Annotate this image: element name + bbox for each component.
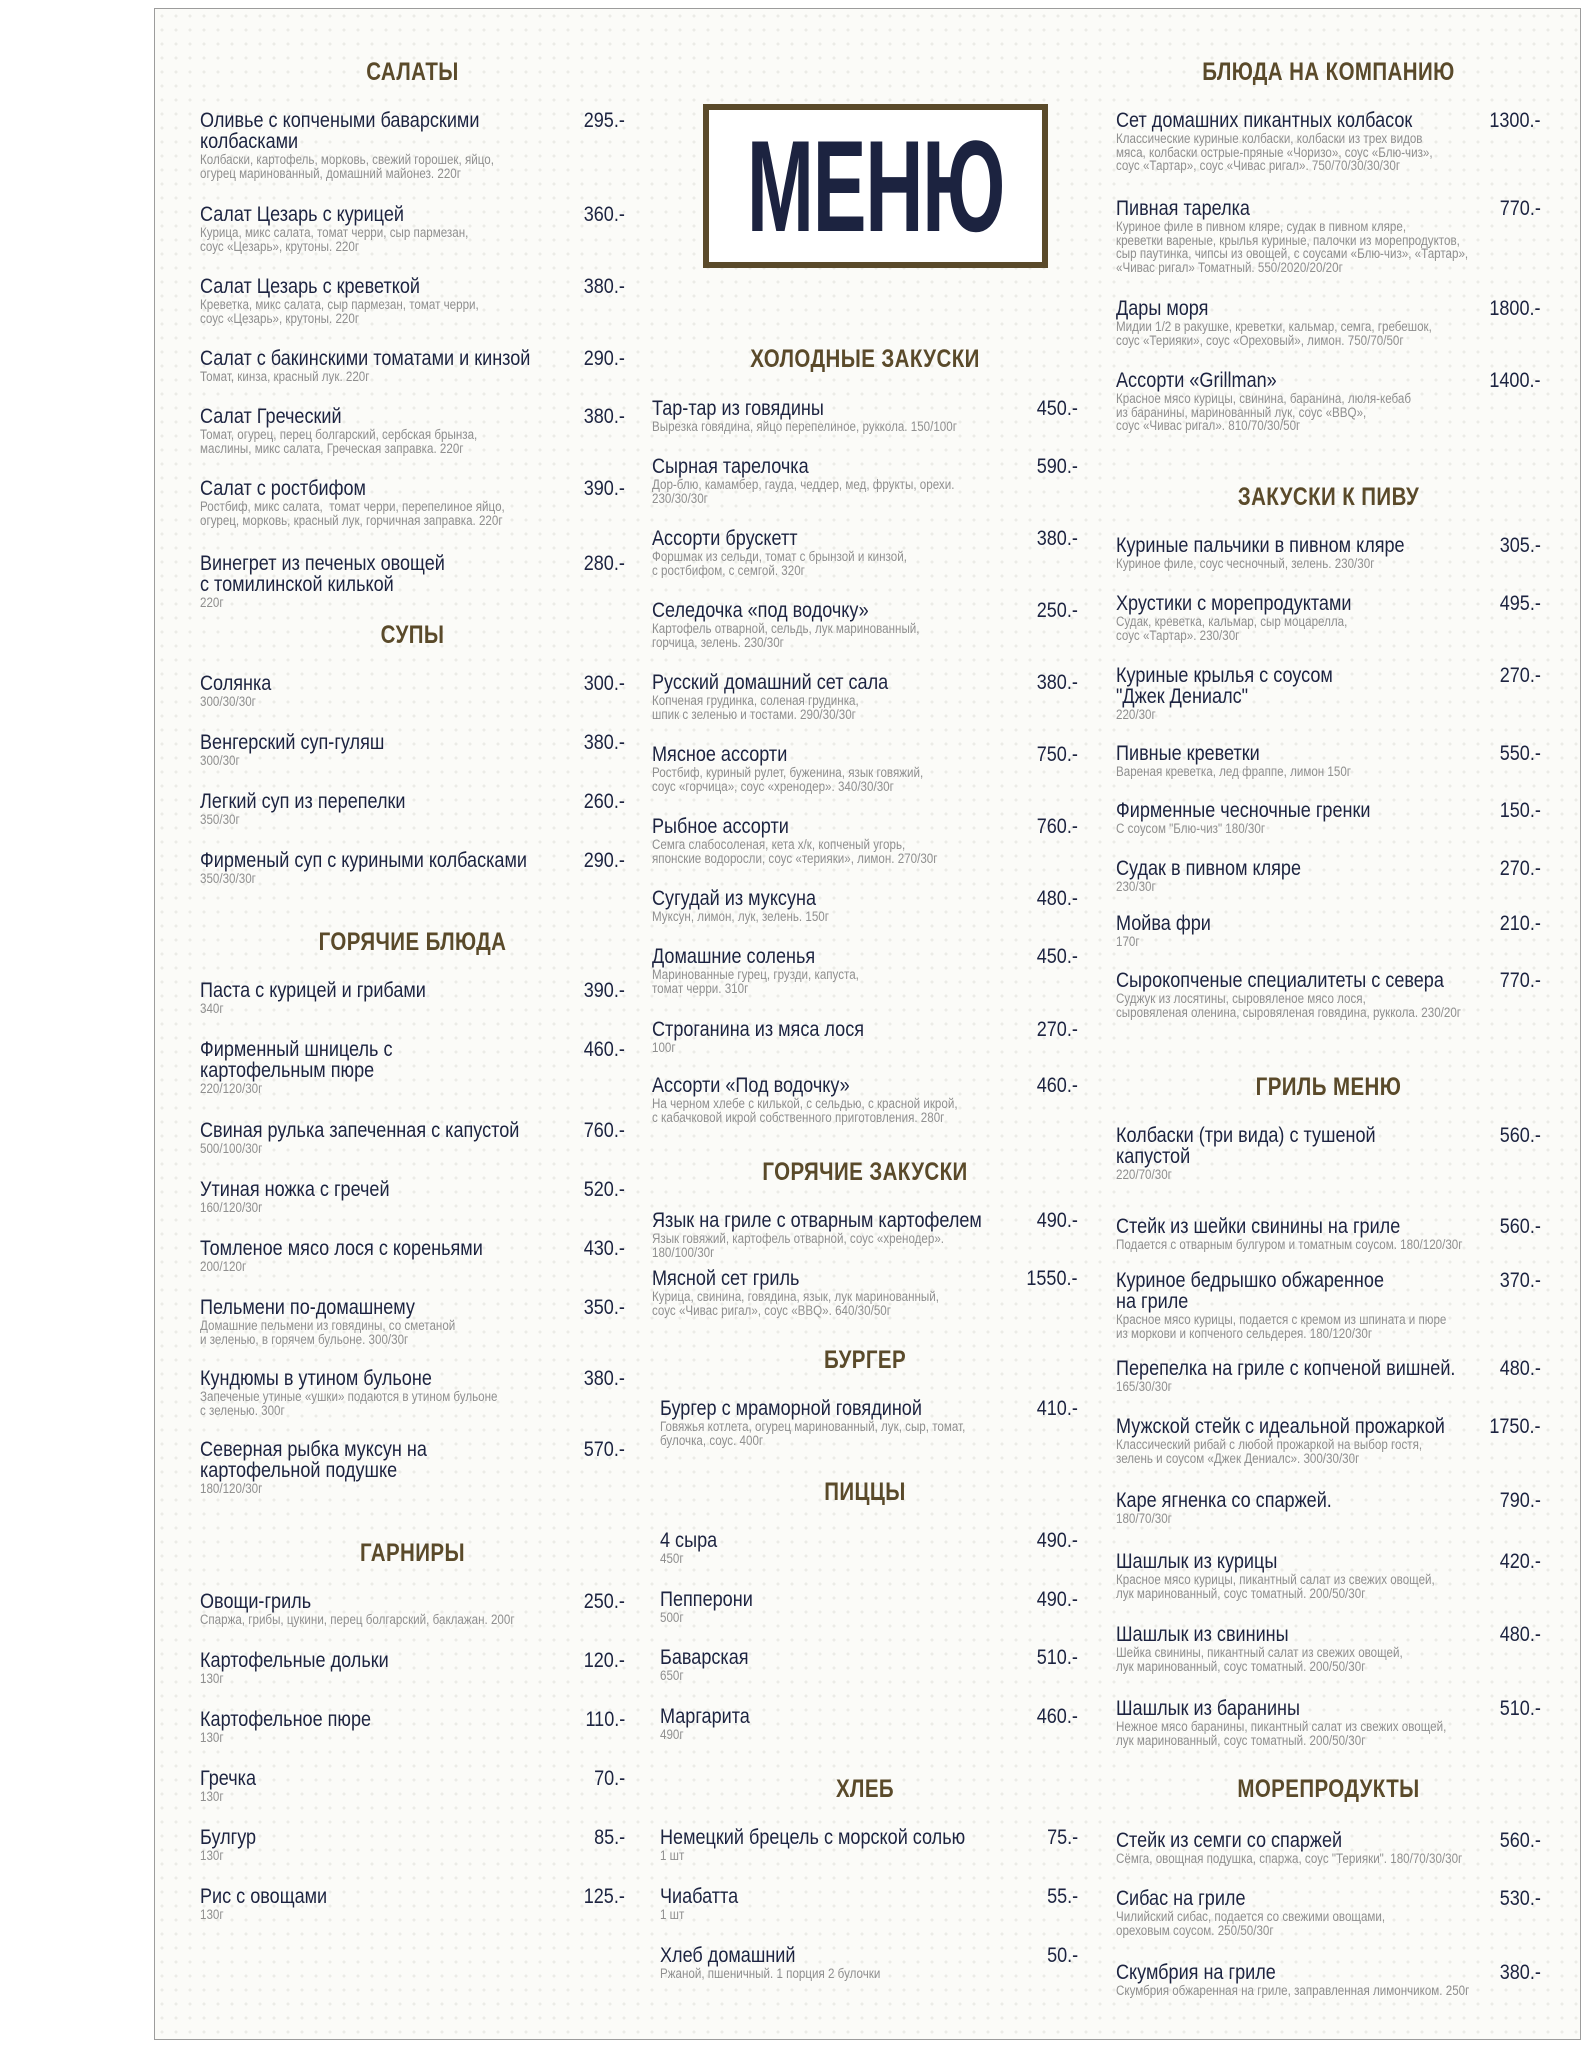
item-name: Легкий суп из перепелки [200,790,406,813]
menu-item [200,110,625,180]
item-description: Креветка, микс салата, сыр пармезан, томат черри, соус «Цезарь», крутоны. 220г [200,297,479,326]
item-name: Картофельное пюре [200,1708,372,1731]
item-name: Сырокопченые специалитеты с севера [1116,969,1444,992]
item-name: Пивные креветки [1116,742,1260,765]
menu-item [652,672,1078,721]
menu-item [1116,1216,1541,1252]
item-description: 200/120г [200,1259,247,1274]
item-name: Селедочка «под водочку» [652,599,869,622]
item-price: 85.- [593,1826,625,1849]
item-price: 380.- [1036,671,1078,694]
item-name: Паста с курицей и грибами [200,979,426,1002]
item-price: 110.- [585,1708,625,1731]
item-price: 300.- [583,672,625,695]
item-description: 500г [660,1610,684,1625]
item-name: Бургер с мраморной говядиной [660,1397,922,1420]
menu-item [200,204,625,253]
item-price: 510.- [1499,1697,1541,1720]
menu-item [1116,1624,1541,1673]
item-price: 1550.- [1026,1267,1078,1290]
item-description: Красное мясо курицы, пикантный салат из свежих овощей, лук маринованный, соус томатный. 200/50/30г [1116,1572,1435,1601]
menu-item [652,816,1078,865]
menu-item [1116,1416,1541,1465]
item-description: 450г [660,1551,684,1566]
item-description: Курица, микс салата, томат черри, сыр пармезан, соус «Цезарь», крутоны. 220г [200,225,469,254]
item-description: 130г [200,1848,224,1863]
item-description: 650г [660,1668,684,1683]
item-name: Домашние соленья [652,945,816,968]
item-price: 495.- [1499,592,1541,615]
item-price: 480.- [1499,1623,1541,1646]
menu-item [660,1647,1078,1683]
item-price: 410.- [1036,1397,1078,1420]
menu-item [652,528,1078,577]
item-name: Шашлык из баранины [1116,1697,1300,1720]
menu-item [1116,858,1541,894]
item-description: Классические куриные колбаски, колбаски из трех видов мяса, колбаски острые-пряные «Чоризо», соус «Блю-чиз», соус «Тартар», соус «Чивас ригал». 750/70/30/30/30г [1116,131,1433,173]
section-title: ПИЦЦЫ [824,1478,906,1506]
item-description: Ростбиф, куриный рулет, буженина, язык говяжий, соус «горчица», соус «хренодер». 340/30/30г [652,765,924,794]
menu-item [1116,1698,1541,1747]
item-price: 120.- [583,1649,625,1672]
item-description: 220/70/30г [1116,1167,1172,1182]
menu-item [200,1886,625,1922]
item-price: 70.- [593,1767,625,1790]
section-title: ГАРНИРЫ [360,1539,465,1567]
item-description: Форшмак из сельди, томат с брынзой и кинзой, с ростбифом, с семгой. 320г [652,549,907,578]
item-description: 350/30г [200,812,240,827]
item-price: 250.- [1036,599,1078,622]
menu-item [652,456,1078,505]
item-description: Томат, огурец, перец болгарский, сербская брынза, маслины, микс салата, Греческая заправка. 220г [200,427,478,456]
section-title: ХОЛОДНЫЕ ЗАКУСКИ [750,345,980,373]
item-name: Оливье с копчеными баварскими колбасками [200,109,480,153]
item-description: 100г [652,1040,676,1055]
item-description: Маринованные гурец, грузди, капуста, томат черри. 310г [652,967,859,996]
menu-item [1116,110,1541,173]
item-name: Винегрет из печеных овощей с томилинской килькой [200,552,445,596]
menu-item [1116,800,1541,836]
menu-item [200,732,625,768]
item-price: 790.- [1499,1489,1541,1512]
item-name: Сет домашних пикантных колбасок [1116,109,1413,132]
section-title: ГОРЯЧИЕ БЛЮДА [318,928,507,956]
item-description: Копченая грудинка, соленая грудинка, шпик с зеленью и тостами. 290/30/30г [652,693,859,722]
menu-item [1116,1125,1541,1182]
item-description: 230/30г [1116,879,1156,894]
menu-item [1116,1551,1541,1600]
item-price: 460.- [583,1038,625,1061]
item-description: Муксун, лимон, лук, зелень. 150г [652,909,829,924]
item-price: 480.- [1499,1357,1541,1380]
item-description: Ржаной, пшеничный. 1 порция 2 булочки [660,1966,881,1981]
menu-item [200,791,625,827]
item-name: Перепелка на гриле с копченой вишней. [1116,1357,1456,1380]
item-description: Куриное филе, соус чесночный, зелень. 230/30г [1116,556,1375,571]
item-description: 180/70/30г [1116,1511,1172,1526]
item-description: 130г [200,1671,224,1686]
item-name: Каре ягненка со спаржей. [1116,1489,1332,1512]
item-description: Спаржа, грибы, цукини, перец болгарский, баклажан. 200г [200,1612,515,1627]
item-name: Северная рыбка муксун на картофельной подушке [200,1438,427,1482]
item-price: 250.- [583,1590,625,1613]
menu-item [1116,1888,1541,1937]
item-description: 165/30/30г [1116,1379,1172,1394]
item-name: Русский домашний сет сала [652,671,889,694]
menu-item [652,398,1078,434]
menu-item [1116,743,1541,779]
menu-item [652,1019,1078,1055]
menu-item [660,1827,1078,1863]
item-price: 360.- [583,203,625,226]
menu-item [660,1589,1078,1625]
item-description: Мидии 1/2 в ракушке, креветки, кальмар, семга, гребешок, соус «Терияки», соус «Ореховый», лимон. 750/70/50г [1116,319,1432,348]
menu-item [200,673,625,709]
item-price: 770.- [1499,197,1541,220]
item-name: Хлеб домашний [660,1944,796,1967]
item-description: 220/120/30г [200,1081,263,1096]
item-name: Пепперони [660,1588,753,1611]
item-price: 430.- [583,1237,625,1260]
item-price: 370.- [1499,1269,1541,1292]
menu-item [1116,1358,1541,1394]
item-description: Подается с отварным булгуром и томатным соусом. 180/120/30г [1116,1237,1463,1252]
menu-item [1116,970,1541,1019]
item-name: Стейк из семги со спаржей [1116,1829,1343,1852]
item-price: 550.- [1499,742,1541,765]
item-description: Классический рибай с любой прожаркой на выбор гостя, зелень и соусом «Джек Дениалс». 300/30/30г [1116,1437,1423,1466]
menu-item [1116,198,1541,274]
item-name: Маргарита [660,1705,750,1728]
item-name: Сугудай из муксуна [652,887,817,910]
item-description: Красное мясо курицы, подается с кремом из шпината и пюре из моркови и копченого сельдерея. 180/120/30г [1116,1312,1447,1341]
menu-item [652,1268,1078,1317]
item-name: Мясной сет гриль [652,1267,800,1290]
menu-item [660,1398,1078,1447]
menu-item [200,1591,625,1627]
menu-item [1116,370,1541,433]
item-description: Куриное филе в пивном кляре, судак в пивном кляре, креветки вареные, крылья куриные, палочки из морепродуктов, сыр паутинка, чипсы из овощей, с соусами «Блю-чиз», «Тартар», «Чивас ригал» Томатный. 550/2020/20/20г [1116,219,1469,275]
item-price: 1300.- [1489,109,1541,132]
section-title: ГРИЛЬ МЕНЮ [1255,1073,1402,1101]
item-description: Шейка свинины, пикантный салат из свежих овощей, лук маринованный, соус томатный. 200/50/30г [1116,1645,1403,1674]
item-description: Запеченые утиные «ушки» подаются в утином бульоне с зеленью. 300г [200,1389,498,1418]
item-name: Шашлык из свинины [1116,1623,1289,1646]
item-description: Ростбиф, микс салата, томат черри, перепелиное яйцо, огурец, морковь, красный лук, горчичная заправка. 220г [200,499,505,528]
item-price: 380.- [583,275,625,298]
item-name: Салат с ростбифом [200,477,366,500]
item-name: Куриные пальчики в пивном кляре [1116,534,1405,557]
menu-item [200,980,625,1016]
item-price: 270.- [1036,1018,1078,1041]
item-name: Картофельные дольки [200,1649,389,1672]
item-name: Булгур [200,1826,257,1849]
item-name: Мясное ассорти [652,743,788,766]
item-price: 380.- [583,405,625,428]
item-name: Куриные крылья с соусом "Джек Дениалс" [1116,664,1333,708]
menu-item [1116,1830,1541,1866]
item-price: 490.- [1036,1529,1078,1552]
item-name: Хрустики с морепродуктами [1116,592,1352,615]
item-description: 170г [1116,934,1140,949]
item-description: Картофель отварной, сельдь, лук маринованный, горчица, зелень. 230/30г [652,621,920,650]
item-name: Строганина из мяса лося [652,1018,865,1041]
item-name: Овощи-гриль [200,1590,312,1613]
item-description: 220г [200,595,224,610]
item-name: Кундюмы в утином бульоне [200,1367,432,1390]
item-price: 770.- [1499,969,1541,992]
item-description: 350/30/30г [200,871,256,886]
menu-item [652,888,1078,924]
item-description: 340г [200,1001,224,1016]
menu-item [200,1368,625,1417]
menu-item [200,1709,625,1745]
menu-item [660,1530,1078,1566]
item-price: 1750.- [1489,1415,1541,1438]
item-price: 305.- [1499,534,1541,557]
menu-item [1116,1490,1541,1526]
item-name: Утиная ножка с гречей [200,1178,390,1201]
item-name: Мужской стейк с идеальной прожаркой [1116,1415,1445,1438]
item-price: 150.- [1499,799,1541,822]
menu-item [1116,1962,1541,1998]
item-name: Салат Цезарь с креветкой [200,275,420,298]
item-price: 530.- [1499,1887,1541,1910]
item-name: Пельмени по-домашнему [200,1296,415,1319]
item-description: Курица, свинина, говядина, язык, лук маринованный, соус «Чивас ригал», соус «BBQ». 640/30/50г [652,1289,939,1318]
item-name: Гречка [200,1767,257,1790]
item-price: 50.- [1046,1944,1078,1967]
item-name: Колбаски (три вида) с тушеной капустой [1116,1124,1376,1168]
item-price: 590.- [1036,455,1078,478]
item-price: 260.- [583,790,625,813]
item-price: 510.- [1036,1646,1078,1669]
menu-logo [703,104,1048,268]
item-price: 210.- [1499,912,1541,935]
item-price: 420.- [1499,1550,1541,1573]
item-name: Язык на гриле с отварным картофелем [652,1209,982,1232]
item-description: Красное мясо курицы, свинина, баранина, люля-кебаб из баранины, маринованный лук, соус «BBQ», соус «Чивас ригал». 810/70/30/50г [1116,391,1412,433]
item-name: Ассорти «Grillman» [1116,369,1277,392]
item-name: Пивная тарелка [1116,197,1250,220]
item-price: 490.- [1036,1209,1078,1232]
section-title: МОРЕПРОДУКТЫ [1237,1775,1420,1803]
item-name: Шашлык из курицы [1116,1550,1278,1573]
menu-item [652,946,1078,995]
item-price: 450.- [1036,397,1078,420]
item-description: С соусом "Блю-чиз" 180/30г [1116,821,1266,836]
item-description: На черном хлебе с килькой, с сельдью, с красной икрой, с кабачковой икрой собственного приготовления. 280г [652,1096,958,1125]
item-description: Язык говяжий, картофель отварной, соус «хренодер». 180/100/30г [652,1231,945,1260]
item-name: Томленое мясо лося с кореньями [200,1237,483,1260]
item-price: 295.- [583,109,625,132]
item-name: Дары моря [1116,297,1209,320]
section-title: ЗАКУСКИ К ПИВУ [1237,483,1420,511]
item-name: Фирменные чесночные гренки [1116,799,1371,822]
item-price: 350.- [583,1296,625,1319]
item-name: Стейк из шейки свинины на гриле [1116,1215,1401,1238]
item-name: Венгерский суп-гуляш [200,731,385,754]
item-price: 380.- [1499,1961,1541,1984]
item-price: 55.- [1046,1885,1078,1908]
item-description: Вареная креветка, лед фраппе, лимон 150г [1116,764,1352,779]
item-name: Судак в пивном кляре [1116,857,1302,880]
menu-item [200,850,625,886]
item-description: Домашние пельмени из говядины, со сметаной и зеленью, в горячем бульоне. 300/30г [200,1318,456,1347]
item-price: 390.- [583,477,625,500]
item-price: 490.- [1036,1588,1078,1611]
item-price: 750.- [1036,743,1078,766]
menu-item [200,348,625,384]
item-price: 760.- [1036,815,1078,838]
item-name: Фирменный шницель с картофельным пюре [200,1038,393,1082]
menu-item [652,1075,1078,1124]
item-price: 520.- [583,1178,625,1201]
menu-item [200,406,625,455]
menu-item [1116,593,1541,642]
item-description: 300/30/30г [200,694,256,709]
section-title: ХЛЕБ [835,1775,895,1803]
menu-item [200,276,625,325]
menu-item [660,1706,1078,1742]
menu-item [652,600,1078,649]
item-price: 290.- [583,849,625,872]
section-title: БУРГЕР [823,1346,907,1374]
item-description: 130г [200,1789,224,1804]
menu-item [200,1297,625,1346]
menu-item [1116,665,1541,722]
item-price: 460.- [1036,1705,1078,1728]
item-name: Рыбное ассорти [652,815,789,838]
menu-item [200,1650,625,1686]
item-price: 125.- [583,1885,625,1908]
item-price: 380.- [1036,527,1078,550]
item-description: 130г [200,1907,224,1922]
menu-item [200,553,625,610]
item-name: Ассорти «Под водочку» [652,1074,850,1097]
section-title: ГОРЯЧИЕ ЗАКУСКИ [762,1158,968,1186]
item-name: 4 сыра [660,1529,718,1552]
item-price: 760.- [583,1119,625,1142]
item-name: Скумбрия на гриле [1116,1961,1276,1984]
item-description: 500/100/30г [200,1141,263,1156]
item-name: Чиабатта [660,1885,739,1908]
menu-item [200,1120,625,1156]
item-description: Нежное мясо баранины, пикантный салат из свежих овощей, лук маринованный, соус томатный. 200/50/30г [1116,1719,1447,1748]
item-price: 450.- [1036,945,1078,968]
item-description: Суджук из лосятины, сыровяленое мясо лося, сыровяленая оленина, сыровяленая говядина, руккола. 230/20г [1116,991,1462,1020]
item-name: Салат Цезарь с курицей [200,203,404,226]
item-price: 560.- [1499,1829,1541,1852]
item-description: Говяжья котлета, огурец маринованный, лук, сыр, томат, булочка, соус. 400г [660,1419,966,1448]
item-description: Колбаски, картофель, морковь, свежий горошек, яйцо, огурец маринованный, домашний майонез. 220г [200,152,494,181]
item-name: Фирменый суп с куриными колбасками [200,849,527,872]
item-description: Скумбрия обжаренная на гриле, заправленная лимончиком. 250г [1116,1983,1470,1998]
menu-item [660,1945,1078,1981]
menu-item [1116,913,1541,949]
menu-item [200,1039,625,1096]
item-price: 570.- [583,1438,625,1461]
section-title: СУПЫ [380,621,445,649]
item-price: 480.- [1036,887,1078,910]
item-name: Солянка [200,672,272,695]
item-name: Сырная тарелочка [652,455,809,478]
item-description: Вырезка говядина, яйцо перепелиное, руккола. 150/100г [652,419,957,434]
item-name: Салат Греческий [200,405,342,428]
item-name: Сибас на гриле [1116,1887,1246,1910]
menu-item [200,1238,625,1274]
item-name: Рис с овощами [200,1885,328,1908]
item-description: Судак, креветка, кальмар, сыр моцарелла, соус «Тартар». 230/30г [1116,614,1348,643]
item-price: 1800.- [1489,297,1541,320]
item-description: 490г [660,1727,684,1742]
item-description: Дор-блю, камамбер, гауда, чеддер, мед, фрукты, орехи. 230/30/30г [652,477,955,506]
item-price: 560.- [1499,1124,1541,1147]
menu-item [1116,535,1541,571]
item-price: 380.- [583,731,625,754]
item-name: Мойва фри [1116,912,1211,935]
item-price: 390.- [583,979,625,1002]
item-description: 1 шт [660,1907,685,1922]
menu-item [200,1439,625,1496]
item-description: 300/30г [200,753,240,768]
item-price: 75.- [1046,1826,1078,1849]
item-description: 220/30г [1116,707,1156,722]
item-description: 180/120/30г [200,1481,263,1496]
menu-item [200,1179,625,1215]
menu-title: МЕНЮ [746,113,1005,259]
item-description: 1 шт [660,1848,685,1863]
item-description: Томат, кинза, красный лук. 220г [200,369,370,384]
section-title: БЛЮДА НА КОМПАНИЮ [1202,58,1455,86]
item-name: Немецкий брецель с морской солью [660,1826,966,1849]
menu-item [660,1886,1078,1922]
item-price: 270.- [1499,664,1541,687]
item-name: Тар-тар из говядины [652,397,824,420]
menu-item [652,1210,1078,1259]
item-price: 460.- [1036,1074,1078,1097]
menu-item [200,1768,625,1804]
item-price: 290.- [583,347,625,370]
item-name: Куриное бедрышко обжаренное на гриле [1116,1269,1385,1313]
section-title: САЛАТЫ [366,58,459,86]
item-description: Чилийский сибас, подается со свежими овощами, ореховым соусом. 250/50/30г [1116,1909,1386,1938]
menu-item [652,744,1078,793]
item-name: Салат с бакинскими томатами и кинзой [200,347,531,370]
item-description: 160/120/30г [200,1200,263,1215]
item-description: 130г [200,1730,224,1745]
item-name: Баварская [660,1646,749,1669]
item-price: 560.- [1499,1215,1541,1238]
menu-item [1116,1270,1541,1340]
item-name: Ассорти брускетт [652,527,798,550]
item-name: Свиная рулька запеченная с капустой [200,1119,520,1142]
item-price: 280.- [583,552,625,575]
menu-item [200,478,625,527]
menu-item [200,1827,625,1863]
item-price: 270.- [1499,857,1541,880]
item-price: 1400.- [1489,369,1541,392]
item-description: Сёмга, овощная подушка, спаржа, соус "Терияки". 180/70/30/30г [1116,1851,1463,1866]
item-price: 380.- [583,1367,625,1390]
menu-item [1116,298,1541,347]
item-description: Семга слабосоленая, кета х/к, копченый угорь, японские водоросли, соус «терияки», лимон. 270/30г [652,837,938,866]
